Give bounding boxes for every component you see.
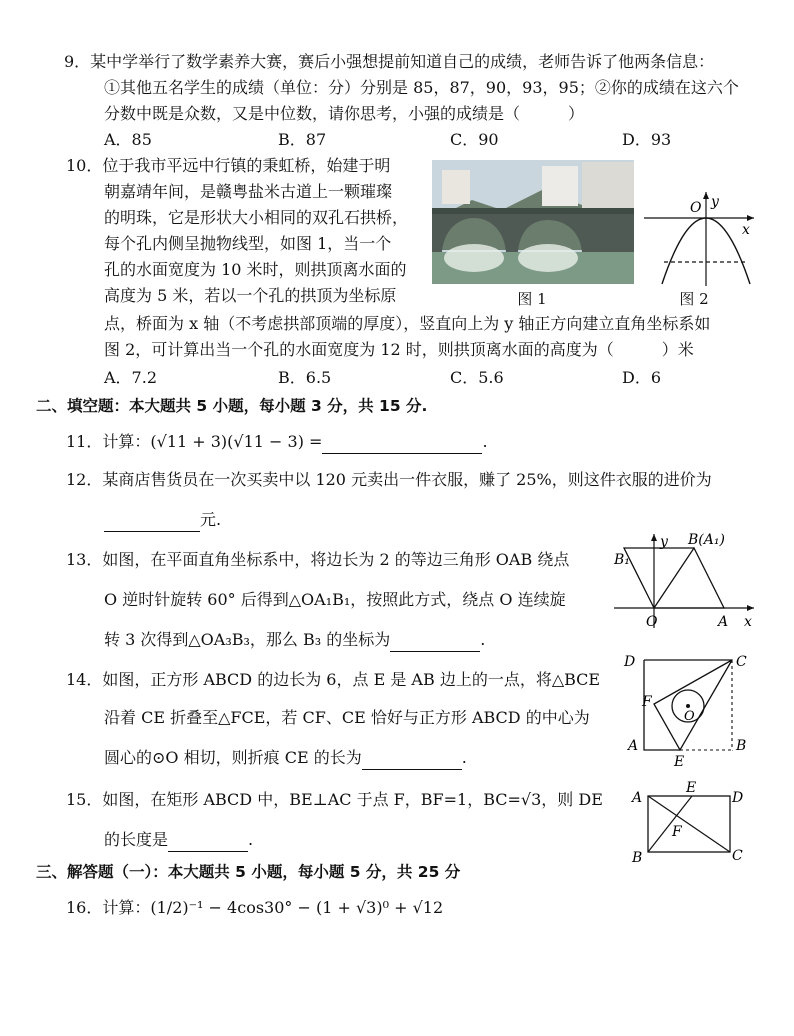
- q14-o-label: O: [684, 709, 695, 724]
- q11-suffix: .: [482, 432, 488, 451]
- q14-line-2: 沿着 CE 折叠至△FCE，若 CF、CE 恰好与正方形 ABCD 的中心为: [104, 708, 590, 727]
- q12-answer-blank: [104, 513, 200, 532]
- q15-line-2-text: 的长度是: [104, 830, 169, 849]
- q9-line-3: 分数中既是众数，又是中位数，请你思考，小强的成绩是（ ）: [104, 104, 585, 123]
- q13-line-2: O 逆时针旋转 60° 后得到△OA₁B₁，按照此方式，绕点 O 连续旋: [104, 590, 566, 609]
- q9-line-1: 9．某中学举行了数学素养大赛，赛后小强想提前知道自己的成绩，老师告诉了他两条信息：: [64, 52, 715, 71]
- q12-suffix: 元.: [200, 510, 222, 529]
- q14-line-1: 14．如图，正方形 ABCD 的边长为 6，点 E 是 AB 边上的一点，将△BCE: [66, 670, 601, 689]
- q13-a-label: A: [718, 614, 729, 630]
- section-2-heading: 二、填空题：本大题共 5 小题，每小题 3 分，共 15 分.: [36, 397, 428, 415]
- q14-square-diagram: [620, 650, 760, 770]
- q16-expression: (1/2)⁻¹ − 4cos30° − (1 + √3)⁰ + √12: [150, 898, 444, 917]
- q15-rectangle-diagram: [628, 780, 760, 866]
- q13-b-label: B(A₁): [688, 532, 725, 548]
- q10-line-2: 朝嘉靖年间，是赣粤盐米古道上一颗璀璨: [104, 182, 393, 201]
- bridge-photo: [432, 160, 634, 284]
- fig2-y-label: y: [711, 194, 719, 210]
- q14-answer-blank: [362, 751, 462, 770]
- q13-line-3-text: 转 3 次得到△OA₃B₃，那么 B₃ 的坐标为: [104, 630, 391, 649]
- q13-y-label: y: [660, 534, 668, 550]
- fig1-caption: 图 1: [517, 290, 547, 308]
- q10-option-d: D．6: [622, 368, 662, 387]
- q9-option-c: C．90: [450, 130, 499, 149]
- q9-option-d: D．93: [622, 130, 672, 149]
- q10-option-c: C．5.6: [450, 368, 504, 387]
- q13-answer-blank: [390, 633, 480, 652]
- q11-expression: (√11 + 3)(√11 − 3) =: [150, 432, 323, 451]
- q10-line-6: 高度为 5 米，若以一个孔的拱顶为坐标原: [104, 286, 397, 305]
- q9-line-2: ①其他五名学生的成绩（单位：分）分别是 85，87，90，93，95；②你的成绩在这六个: [104, 78, 739, 97]
- q10-line-4: 每个孔内侧呈抛物线型，如图 1，当一个: [104, 234, 392, 253]
- q14-a-label: A: [628, 738, 639, 754]
- q12-line-2: [104, 508, 221, 532]
- q13-b1-label: B₁: [614, 552, 630, 568]
- fig2-x-label: x: [742, 222, 750, 238]
- q14-b-label: B: [736, 738, 747, 754]
- q14-c-label: C: [736, 654, 747, 670]
- q13-x-label: x: [744, 614, 752, 630]
- fig2-origin-label: O: [690, 200, 702, 216]
- q10-line-1: 10．位于我市平远中行镇的秉虹桥，始建于明: [66, 156, 391, 175]
- q14-f-label: F: [642, 694, 652, 710]
- q15-e-label: E: [686, 780, 697, 796]
- q16-prefix: 16．计算：: [66, 898, 151, 917]
- q11-answer-blank: [322, 435, 482, 454]
- q15-suffix: .: [248, 830, 254, 849]
- q16-question: [66, 896, 443, 920]
- q13-o-label: O: [646, 614, 658, 630]
- q11-prefix: 11．计算：: [66, 432, 151, 451]
- q15-f-label: F: [672, 824, 682, 840]
- q15-a-label: A: [632, 790, 643, 806]
- q10-line-5: 孔的水面宽度为 10 米时，则拱顶离水面的: [104, 260, 407, 279]
- q13-triangle-diagram: [610, 530, 760, 630]
- q14-e-label: E: [674, 754, 685, 770]
- q15-d-label: D: [732, 790, 744, 806]
- q14-suffix: .: [461, 748, 467, 767]
- q14-line-3: [104, 746, 467, 770]
- q15-line-1: 15．如图，在矩形 ABCD 中，BE⊥AC 于点 F，BF=1，BC=√3，则 DE: [66, 790, 603, 809]
- q10-option-a: A．7.2: [104, 368, 158, 387]
- q15-line-2: [104, 828, 253, 852]
- fig2-parabola-diagram: [644, 188, 760, 288]
- q14-d-label: D: [624, 654, 636, 670]
- fig2-caption: 图 2: [679, 290, 709, 308]
- section-3-heading: 三、解答题（一）：本大题共 5 小题，每小题 5 分，共 25 分: [36, 863, 461, 881]
- q13-line-1: 13．如图，在平面直角坐标系中，将边长为 2 的等边三角形 OAB 绕点: [66, 550, 570, 569]
- q12-line-1: 12．某商店售货员在一次买卖中以 120 元卖出一件衣服，赚了 25%，则这件衣服的进价为: [66, 470, 712, 489]
- q9-option-a: A．85: [104, 130, 152, 149]
- q10-line-8: 图 2，可计算出当一个孔的水面宽度为 12 时，则拱顶离水面的高度为（ ）米: [104, 340, 694, 359]
- q14-line-3-text: 圆心的⊙O 相切，则折痕 CE 的长为: [104, 748, 362, 767]
- q15-answer-blank: [168, 833, 248, 852]
- q13-line-3: [104, 628, 485, 652]
- q15-b-label: B: [632, 850, 643, 866]
- q11-question: [66, 430, 488, 454]
- q10-line-3: 的明珠，它是形状大小相同的双孔石拱桥，: [104, 208, 409, 227]
- q10-option-b: B．6.5: [278, 368, 332, 387]
- q13-suffix: .: [480, 630, 486, 649]
- q15-c-label: C: [732, 848, 743, 864]
- q9-option-b: B．87: [278, 130, 327, 149]
- q10-line-7: 点，桥面为 x 轴（不考虑拱部顶端的厚度），竖直向上为 y 轴正方向建立直角坐标系如: [104, 314, 711, 333]
